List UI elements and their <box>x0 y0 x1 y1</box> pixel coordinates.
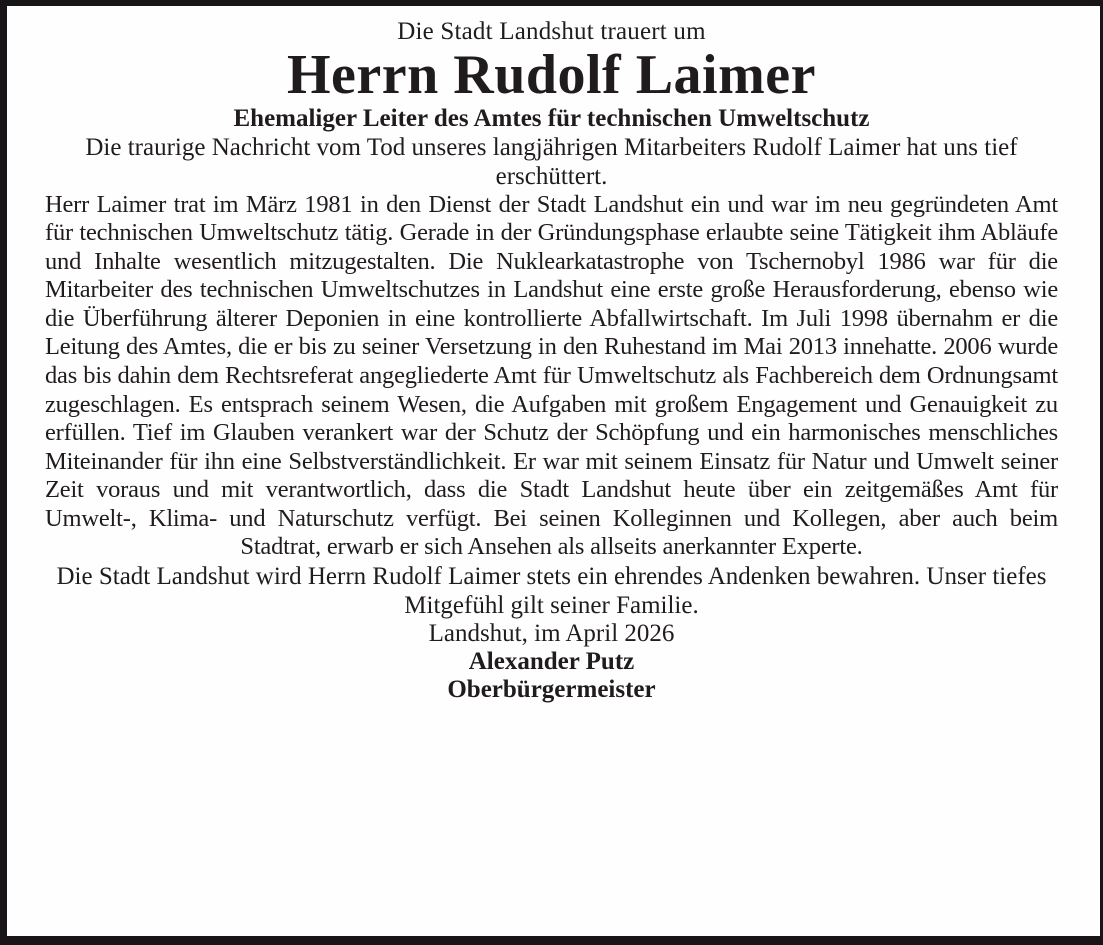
signature-title: Oberbürgermeister <box>447 675 656 703</box>
intro-paragraph: Die traurige Nachricht vom Tod unseres langjährigen Mitarbeiters Rudolf Laimer hat uns tief erschüttert. <box>85 133 1018 190</box>
biography-paragraph: Herr Laimer trat im März 1981 in den Dienst der Stadt Landshut ein und war im neu gegründeten Amt für technischen Umweltschutz tätig. Gerade in der Gründungsphase erlaubte seine Tätigkeit ihm Abläufe und Inhalte wesentlich mitzugestalten. Die Nuklearkatastrophe von Tschernobyl 1986 war für die Mitarbeiter des technischen Umweltschutzes in Landshut eine erste große Herausforderung, ebenso wie die Überführung älterer Deponien in eine kontrollierte Abfallwirtschaft. Im Juli 1998 übernahm er die Leitung des Amtes, die er bis zu seiner Versetzung in den Ruhestand im Mai 2013 innehatte. 2006 wurde das bis dahin dem Rechtsreferat angegliederte Amt für Umweltschutz als Fachbereich dem Ordnungsamt zugeschlagen. Es entsprach seinem Wesen, die Aufgaben mit großem Engagement und Genauigkeit zu erfüllen. Tief im Glauben verankert war der Schutz der Schöpfung und ein harmonisches menschliches Miteinander für ihn eine Selbstverständlichkeit. Er war mit seinem Einsatz für Natur und Umwelt seiner Zeit voraus und mit verantwortlich, dass die Stadt Landshut heute über ein zeitgemäßes Amt für Umwelt-, Klima- und Naturschutz verfügt. Bei seinen Kolleginnen und Kollegen, aber auch beim Stadtrat, erwarb er sich Ansehen als allseits anerkannter Experte. <box>45 190 1058 561</box>
dateline: Landshut, im April 2026 <box>428 619 675 647</box>
deceased-role-subtitle: Ehemaliger Leiter des Amtes für technischen Umweltschutz <box>233 104 870 132</box>
signature-name: Alexander Putz <box>468 647 635 675</box>
eyebrow-line: Die Stadt Landshut trauert um <box>397 18 706 45</box>
deceased-name-title: Herrn Rudolf Laimer <box>287 44 816 106</box>
condolence-paragraph: Die Stadt Landshut wird Herrn Rudolf Laimer stets ein ehrendes Andenken bewahren. Unser tiefes Mitgefühl gilt seiner Familie. <box>56 562 1047 619</box>
